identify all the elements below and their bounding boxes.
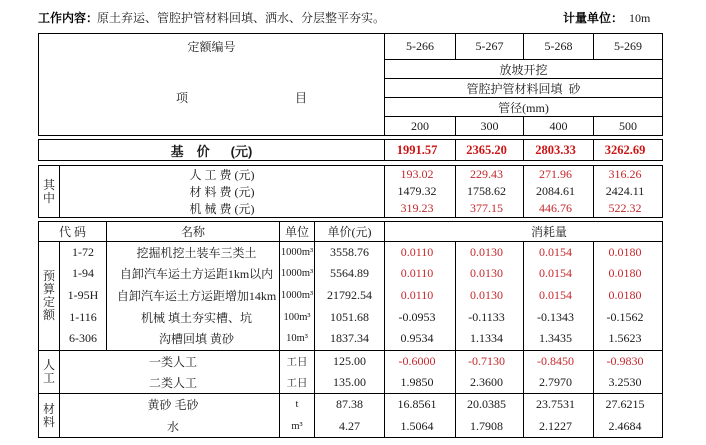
row-name: 自卸汽车运土方运距增加14km [106, 285, 279, 307]
row-unit: 10m³ [279, 328, 314, 350]
column-header-code: 代 码 [58, 225, 86, 239]
row-value: 1.5064 [384, 415, 455, 437]
row-value: 0.0180 [593, 263, 662, 285]
among-which-label [39, 166, 59, 217]
among-char: 中 [42, 190, 55, 205]
row-code: 1-95H [59, 285, 106, 307]
row-unit: 1000m³ [279, 263, 314, 285]
pipe-diameter: 200 [384, 116, 455, 135]
row-value: -0.1562 [593, 306, 662, 328]
fee-breakdown-section [38, 165, 663, 218]
section-char: 预 [42, 268, 55, 283]
row-code: 6-306 [59, 328, 106, 350]
row-value: -0.1133 [455, 306, 523, 328]
consumption-char: 消 [530, 225, 543, 239]
row-unit: 1000m³ [279, 241, 314, 263]
row-value: -0.7130 [455, 350, 523, 372]
project-title-char: 目 [295, 90, 308, 105]
row-value: 1.5623 [593, 328, 662, 350]
section-char: 额 [42, 307, 55, 322]
section-char: 材 [42, 401, 55, 416]
measure-unit-label: 计量单位： [563, 11, 624, 25]
row-price: 1051.68 [314, 306, 384, 328]
fee-value: 319.23 [384, 200, 455, 217]
column-header-price: 单价(元) [314, 222, 384, 241]
base-price-char: 价 [196, 143, 210, 159]
fee-value: 1758.62 [455, 183, 523, 200]
quota-title-char: 额 [199, 40, 212, 54]
fee-label: 机 械 费 (元) [59, 200, 384, 217]
consumption-char: 量 [555, 225, 568, 239]
fee-value: 522.32 [593, 200, 662, 217]
row-value: 1.7908 [455, 415, 523, 437]
row-value: 0.0180 [593, 241, 662, 263]
column-header-consumption [384, 222, 662, 241]
name-header-char: 名 [180, 225, 193, 239]
name-header-char: 称 [193, 225, 206, 239]
section-label-material [39, 393, 59, 437]
base-price-section [38, 139, 663, 161]
row-name: 水 [59, 415, 279, 437]
quota-code: 5-267 [455, 34, 523, 59]
row-value: 0.0110 [384, 241, 455, 263]
row-value: 0.0154 [523, 241, 593, 263]
row-price: 125.00 [314, 350, 384, 372]
row-value: 0.9534 [384, 328, 455, 350]
fee-value: 316.26 [593, 166, 662, 183]
row-value: 1.9850 [384, 372, 455, 394]
row-value: 27.6215 [593, 393, 662, 415]
section-char: 定 [42, 294, 55, 309]
row-price: 87.38 [314, 393, 384, 415]
pipe-diameter: 400 [523, 116, 593, 135]
project-subrow: 放坡开挖 [384, 59, 662, 78]
row-value: -0.6000 [384, 350, 455, 372]
row-value: 0.0130 [455, 263, 523, 285]
row-value: 1.1334 [455, 328, 523, 350]
fee-label: 人 工 费 (元) [59, 166, 384, 183]
row-value: -0.1343 [523, 306, 593, 328]
fee-value: 2424.11 [593, 183, 662, 200]
row-name: 二类人工 [59, 372, 279, 394]
row-value: 1.3435 [523, 328, 593, 350]
fee-label: 材 料 费 (元) [59, 183, 384, 200]
quota-title-char: 编 [211, 40, 224, 54]
base-price-value: 1991.57 [384, 140, 455, 160]
row-code: 1-94 [59, 263, 106, 285]
row-name: 一类人工 [59, 350, 279, 372]
row-unit: 1000m³ [279, 285, 314, 307]
measure-unit-value: 10m [629, 11, 651, 25]
section-label-labor [39, 350, 59, 394]
pipe-diameter: 500 [593, 116, 662, 135]
fee-value: 446.76 [523, 200, 593, 217]
row-price: 1837.34 [314, 328, 384, 350]
fee-value: 377.15 [455, 200, 523, 217]
consumption-char: 耗 [542, 225, 555, 239]
project-title [39, 59, 384, 135]
row-name: 黄砂 毛砂 [59, 393, 279, 415]
row-value: -0.9830 [593, 350, 662, 372]
row-value: 0.0180 [593, 285, 662, 307]
row-price: 4.27 [314, 415, 384, 437]
quota-code: 5-266 [384, 34, 455, 59]
column-header-unit: 单位 [279, 222, 314, 241]
quota-number-title [39, 34, 384, 59]
base-price-value: 2803.33 [523, 140, 593, 160]
row-name: 机械 填土夯实槽、坑 [106, 306, 279, 328]
section-label-budget-quota [39, 241, 59, 350]
section-char: 料 [42, 414, 55, 429]
quota-code: 5-268 [523, 34, 593, 59]
section-char: 人 [42, 358, 55, 373]
section-char: 算 [42, 281, 55, 296]
row-value: 0.0110 [384, 263, 455, 285]
fee-value: 2084.61 [523, 183, 593, 200]
resource-detail-section [38, 221, 663, 438]
row-value: -0.0953 [384, 306, 455, 328]
row-name: 挖掘机挖土装车三类土 [106, 241, 279, 263]
row-value: 0.0130 [455, 285, 523, 307]
project-title-char: 项 [175, 90, 188, 105]
row-value: 23.7531 [523, 393, 593, 415]
row-price: 3558.76 [314, 241, 384, 263]
quota-code: 5-269 [593, 34, 662, 59]
base-price-value: 2365.20 [455, 140, 523, 160]
row-price: 5564.89 [314, 263, 384, 285]
fee-value: 229.43 [455, 166, 523, 183]
row-price: 135.00 [314, 372, 384, 394]
work-content-text: 原土弃运、管腔护管材料回填、洒水、分层整平夯实。 [97, 11, 386, 25]
row-value: 20.0385 [455, 393, 523, 415]
quota-header-section [38, 33, 663, 136]
row-value: 3.2530 [593, 372, 662, 394]
row-unit: 工日 [279, 350, 314, 372]
row-unit: 工日 [279, 372, 314, 394]
row-value: 2.1227 [523, 415, 593, 437]
among-char: 其 [42, 177, 55, 192]
quota-title-char: 定 [187, 40, 200, 54]
base-price-value: 3262.69 [593, 140, 662, 160]
base-price-char: (元) [230, 143, 253, 159]
fee-value: 271.96 [523, 166, 593, 183]
base-price-char: 基 [170, 143, 184, 159]
base-price-title [39, 140, 384, 160]
row-value: 2.7970 [523, 372, 593, 394]
section-char: 工 [42, 371, 55, 386]
row-unit: m³ [279, 415, 314, 437]
project-subrow: 管径(mm) [384, 97, 662, 116]
fee-value: 193.02 [384, 166, 455, 183]
row-unit: t [279, 393, 314, 415]
fee-value: 1479.32 [384, 183, 455, 200]
row-price: 21792.54 [314, 285, 384, 307]
row-value: 0.0130 [455, 241, 523, 263]
quota-title-char: 号 [223, 40, 236, 54]
row-unit: 100m³ [279, 306, 314, 328]
row-value: 0.0110 [384, 285, 455, 307]
row-code: 1-72 [59, 241, 106, 263]
row-value: 16.8561 [384, 393, 455, 415]
row-value: 0.0154 [523, 263, 593, 285]
row-value: 2.4684 [593, 415, 662, 437]
pipe-diameter: 300 [455, 116, 523, 135]
work-content-label: 工作内容： [38, 11, 99, 25]
row-name: 沟槽回填 黄砂 [106, 328, 279, 350]
row-code: 1-116 [59, 306, 106, 328]
row-name: 自卸汽车运土方运距1km以内 [106, 263, 279, 285]
column-header-name [106, 222, 279, 241]
row-value: 2.3600 [455, 372, 523, 394]
row-value: -0.8450 [523, 350, 593, 372]
row-value: 0.0154 [523, 285, 593, 307]
project-subrow: 管腔护管材料回填 砂 [384, 78, 662, 97]
